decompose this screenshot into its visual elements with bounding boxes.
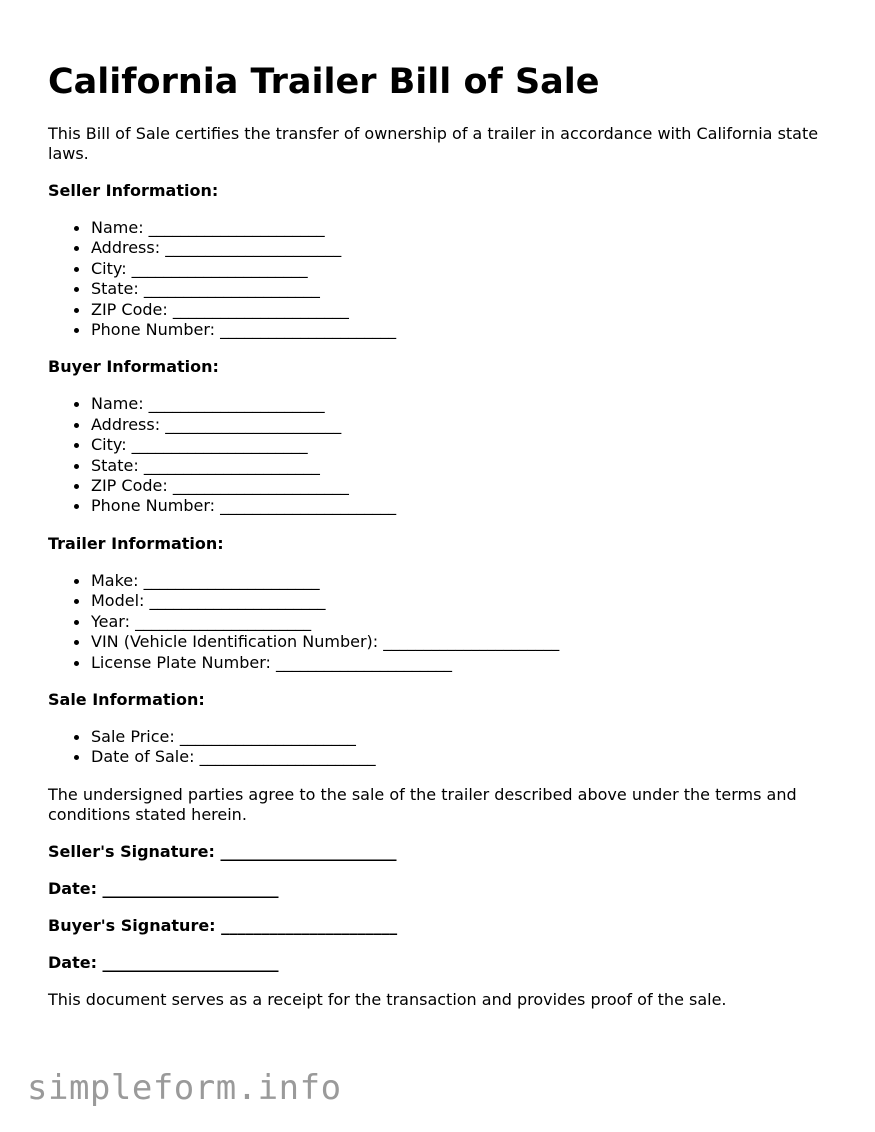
buyer-address-field: Address: ______________________ — [91, 415, 838, 435]
seller-state-field: State: ______________________ — [91, 279, 838, 299]
agreement-paragraph: The undersigned parties agree to the sale of the trailer described above under the terms and conditions stated herein. — [48, 784, 797, 824]
page-title: California Trailer Bill of Sale — [48, 62, 600, 102]
trailer-make-field: Make: ______________________ — [91, 571, 838, 591]
buyer-section-heading: Buyer Information: — [48, 357, 219, 377]
seller-section-heading: Seller Information: — [48, 181, 219, 200]
buyer-date-line: Date: ______________________ — [48, 952, 279, 972]
buyer-signature-line: Buyer's Signature: ______________________ — [48, 915, 398, 935]
seller-name-field: Name: ______________________ — [91, 218, 838, 238]
trailer-model-field: Model: ______________________ — [91, 591, 838, 611]
buyer-city-field: City: ______________________ — [91, 435, 838, 455]
trailer-field-list — [48, 571, 838, 673]
buyer-state-field: State: ______________________ — [91, 456, 838, 476]
buyer-phone-field: Phone Number: ______________________ — [91, 496, 838, 516]
trailer-vin-field: VIN (Vehicle Identification Number): ______________________ — [91, 632, 838, 652]
watermark-text: simpleform.info — [27, 1068, 342, 1108]
buyer-field-list — [48, 394, 838, 516]
trailer-license-plate-field: License Plate Number: ______________________ — [91, 653, 838, 673]
trailer-year-field: Year: ______________________ — [91, 612, 838, 632]
seller-city-field: City: ______________________ — [91, 259, 838, 279]
seller-phone-field: Phone Number: ______________________ — [91, 320, 838, 340]
intro-paragraph: This Bill of Sale certifies the transfer of ownership of a trailer in accordance with California state laws. — [48, 124, 819, 163]
buyer-name-field: Name: ______________________ — [91, 394, 838, 414]
closing-paragraph: This document serves as a receipt for the transaction and provides proof of the sale. — [48, 989, 727, 1009]
sale-price-field: Sale Price: ______________________ — [91, 727, 838, 747]
seller-zip-field: ZIP Code: ______________________ — [91, 300, 838, 320]
sale-field-list — [48, 727, 838, 768]
bill-of-sale-document — [48, 62, 838, 1010]
sale-section-heading: Sale Information: — [48, 689, 205, 709]
seller-date-line: Date: ______________________ — [48, 878, 279, 898]
seller-signature-line: Seller's Signature: ______________________ — [48, 841, 397, 861]
seller-address-field: Address: ______________________ — [91, 238, 838, 258]
buyer-zip-field: ZIP Code: ______________________ — [91, 476, 838, 496]
sale-date-field: Date of Sale: ______________________ — [91, 747, 838, 767]
trailer-section-heading: Trailer Information: — [48, 533, 224, 553]
seller-field-list — [48, 218, 838, 340]
